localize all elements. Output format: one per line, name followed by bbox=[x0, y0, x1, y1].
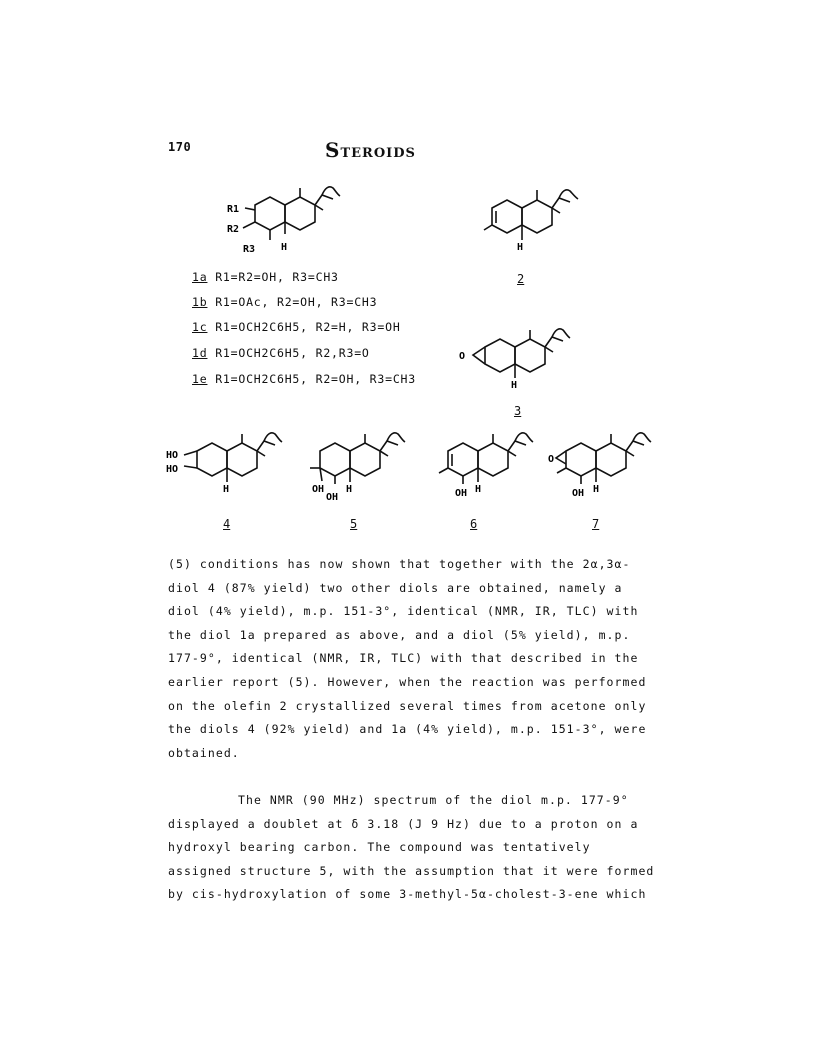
r1-label: R1 bbox=[227, 204, 240, 215]
structure-4-drawing bbox=[162, 426, 287, 506]
structure-1-drawing bbox=[225, 180, 345, 260]
text-line: on the olefin 2 crystallized several times from acetone only bbox=[168, 698, 647, 713]
structure-6-number: 6 bbox=[470, 517, 478, 531]
substituent-text: R1=OAc, R2=OH, R3=CH3 bbox=[215, 295, 378, 309]
structure-3-drawing bbox=[455, 322, 580, 402]
structure-2-number: 2 bbox=[517, 272, 525, 286]
structure-4-number: 4 bbox=[223, 517, 231, 531]
structure-5-oh-label-2: OH bbox=[326, 492, 339, 503]
r2-label: R2 bbox=[227, 224, 240, 235]
text-line: diol 4 (87% yield) two other diols are obtained, namely a bbox=[168, 580, 623, 595]
substituent-line-1e bbox=[192, 372, 416, 386]
structure-4 bbox=[162, 426, 287, 506]
paragraph-2 bbox=[168, 789, 658, 907]
structure-5-number: 5 bbox=[350, 517, 358, 531]
substituent-line-1a bbox=[192, 270, 339, 284]
structure-2 bbox=[482, 178, 592, 268]
substituent-id: 1d bbox=[192, 346, 208, 360]
structure-7-o-label: O bbox=[548, 454, 555, 465]
structure-5 bbox=[298, 426, 410, 506]
structure-7-h-label: H bbox=[593, 484, 600, 495]
substituent-id: 1e bbox=[192, 372, 208, 386]
structure-3-number: 3 bbox=[514, 404, 522, 418]
substituent-line-1b bbox=[192, 295, 377, 309]
structure-6 bbox=[433, 426, 545, 506]
structure-5-oh-label-1: OH bbox=[312, 484, 325, 495]
structure-3-h-label: H bbox=[511, 380, 518, 391]
h-label: H bbox=[281, 242, 288, 253]
structure-6-drawing bbox=[433, 426, 545, 506]
text-line: earlier report (5). However, when the reaction was performed bbox=[168, 674, 647, 689]
structure-4-ho-label-2: HO bbox=[166, 464, 179, 475]
structure-7 bbox=[546, 426, 666, 506]
journal-title-rest: TEROIDS bbox=[340, 146, 416, 161]
text-line: diol (4% yield), m.p. 151-3°, identical (NMR, IR, TLC) with bbox=[168, 604, 639, 619]
structure-2-drawing bbox=[482, 178, 592, 268]
structure-7-oh-label: OH bbox=[572, 488, 585, 499]
substituent-text: R1=OCH2C6H5, R2,R3=O bbox=[215, 346, 370, 360]
structure-6-h-label: H bbox=[475, 484, 482, 495]
structure-2-h-label: H bbox=[517, 242, 524, 253]
substituent-line-1c bbox=[192, 320, 401, 334]
substituent-text: R1=OCH2C6H5, R2=H, R3=OH bbox=[215, 320, 401, 334]
substituent-id: 1a bbox=[192, 270, 208, 284]
structure-4-ho-label-1: HO bbox=[166, 450, 179, 461]
text-line: the diols 4 (92% yield) and 1a (4% yield), m.p. 151-3°, were bbox=[168, 722, 647, 737]
structure-6-oh-label: OH bbox=[455, 488, 468, 499]
text-line: obtained. bbox=[168, 745, 240, 760]
text-line: by cis-hydroxylation of some 3-methyl-5α-cholest-3-ene which bbox=[168, 887, 647, 902]
structure-3 bbox=[455, 322, 580, 402]
r3-label: R3 bbox=[243, 244, 256, 255]
text-line: hydroxyl bearing carbon. The compound was tentatively bbox=[168, 840, 591, 855]
structure-5-h-label: H bbox=[346, 484, 353, 495]
text-line: 177-9°, identical (NMR, IR, TLC) with that described in the bbox=[168, 651, 639, 666]
substituent-text: R1=OCH2C6H5, R2=OH, R3=CH3 bbox=[215, 372, 417, 386]
text-line: (5) conditions has now shown that together with the 2α,3α- bbox=[168, 557, 631, 571]
structure-3-o-label: O bbox=[459, 351, 466, 362]
text-line: displayed a doublet at δ 3.18 (J 9 Hz) due to a proton on a bbox=[168, 816, 639, 831]
page-number: 170 bbox=[168, 140, 192, 154]
text-line: The NMR (90 MHz) spectrum of the diol m.p. 177-9° bbox=[238, 793, 629, 807]
structure-5-drawing bbox=[298, 426, 410, 506]
substituent-id: 1c bbox=[192, 320, 208, 334]
journal-title-initial: S bbox=[325, 138, 341, 162]
structure-7-number: 7 bbox=[592, 517, 600, 531]
substituent-id: 1b bbox=[192, 295, 208, 309]
text-line: the diol 1a prepared as above, and a diol (5% yield), m.p. bbox=[168, 627, 631, 642]
journal-title bbox=[325, 138, 416, 162]
substituent-text: R1=R2=OH, R3=CH3 bbox=[215, 270, 339, 284]
text-line: assigned structure 5, with the assumption that it were formed bbox=[168, 863, 655, 878]
structure-1 bbox=[225, 180, 345, 260]
substituent-line-1d bbox=[192, 346, 370, 360]
structure-7-drawing bbox=[546, 426, 666, 506]
paragraph-1 bbox=[168, 553, 658, 765]
structure-4-h-label: H bbox=[223, 484, 230, 495]
